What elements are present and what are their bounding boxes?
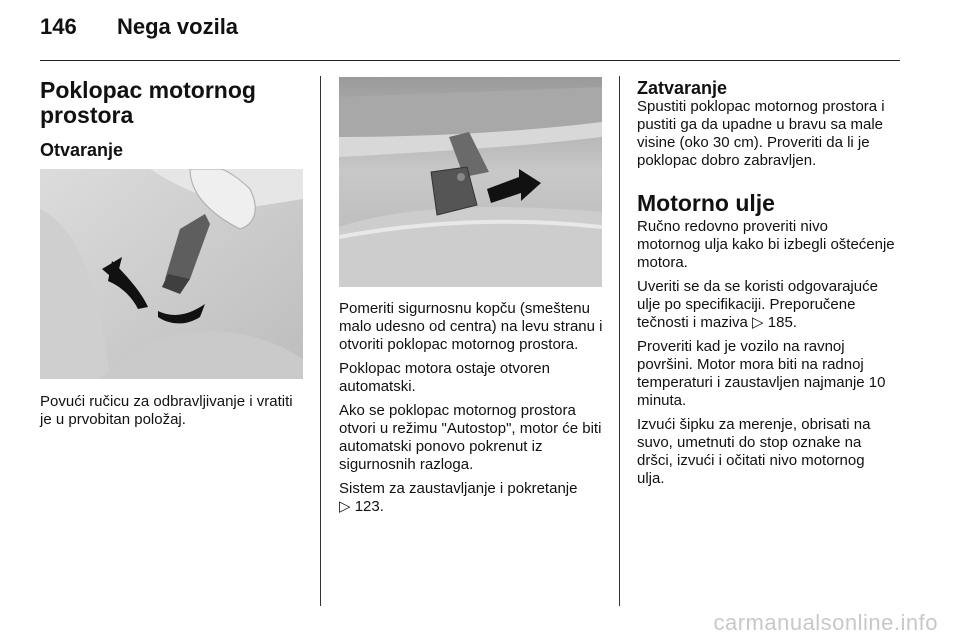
subheading-closing: Zatvaranje xyxy=(637,78,728,98)
page-ref-icon: ▷ xyxy=(339,498,351,515)
closing-text: Spustiti poklopac motornog prostora i pustiti ga da upadne u bravu sa male visine (oko 30 cm). Proveriti da li je poklopac dobro zabravljen. xyxy=(637,98,885,169)
figure-safety-catch xyxy=(339,77,602,287)
watermark: carmanualsonline.info xyxy=(713,610,938,635)
section-title: Poklopac motornog prostora xyxy=(40,77,256,128)
crossref-label: Sistem za zaustavljanje i pokretanje xyxy=(339,480,578,497)
oil-paragraph-spec xyxy=(637,278,895,332)
oil-spec-text: Uveriti se da se koristi odgovarajuće ulje po specifikaciji. Preporučene tečnosti i maziva xyxy=(637,278,878,331)
heading-engine-oil: Motorno ulje xyxy=(637,190,775,216)
oil-paragraph-level-surface: Proveriti kad je vozilo na ravnoj površini. Motor mora biti na radnoj temperaturi i zaustavljen najmanje 10 minuta. xyxy=(637,338,886,409)
figure-caption: Povući ručicu za odbravljivanje i vratiti je u prvobitan položaj. xyxy=(40,393,293,428)
figure-release-lever xyxy=(40,169,303,379)
paragraph-autostop: Ako se poklopac motornog prostora otvori u režimu "Autostop", motor će biti automatski ponovo pokrenut iz sigurnosnih razloga. xyxy=(339,402,602,473)
safety-catch-illustration xyxy=(339,77,602,287)
paragraph-safety-catch: Pomeriti sigurnosnu kopču (smeštenu malo udesno od centra) na levu stranu i otvoriti poklopac motornog prostora. xyxy=(339,300,603,353)
oil-spec-ref: 185. xyxy=(767,314,797,331)
oil-paragraph-dipstick: Izvući šipku za merenje, obrisati na suvo, umetnuti do stop oznake na dršci, izvući i očitati nivo motornog ulja. xyxy=(637,416,871,487)
page-number: 146 xyxy=(40,14,77,39)
page-ref-icon: ▷ xyxy=(752,314,764,331)
paragraph-stays-open: Poklopac motora ostaje otvoren automatski. xyxy=(339,360,550,395)
crossref-page: 123. xyxy=(354,498,384,515)
header-rule xyxy=(40,60,900,61)
oil-text-block xyxy=(637,218,895,488)
oil-paragraph-check: Ručno redovno proveriti nivo motornog ulja kako bi izbegli oštećenje motora. xyxy=(637,218,895,271)
column-divider-left xyxy=(320,76,321,606)
column-divider-right xyxy=(619,76,620,606)
release-lever-illustration xyxy=(40,169,303,379)
subheading-opening: Otvaranje xyxy=(40,140,124,160)
middle-text-block xyxy=(339,300,607,522)
right-column xyxy=(637,78,905,494)
paragraph-stop-start-ref xyxy=(339,480,607,516)
chapter-title: Nega vozila xyxy=(117,14,239,39)
